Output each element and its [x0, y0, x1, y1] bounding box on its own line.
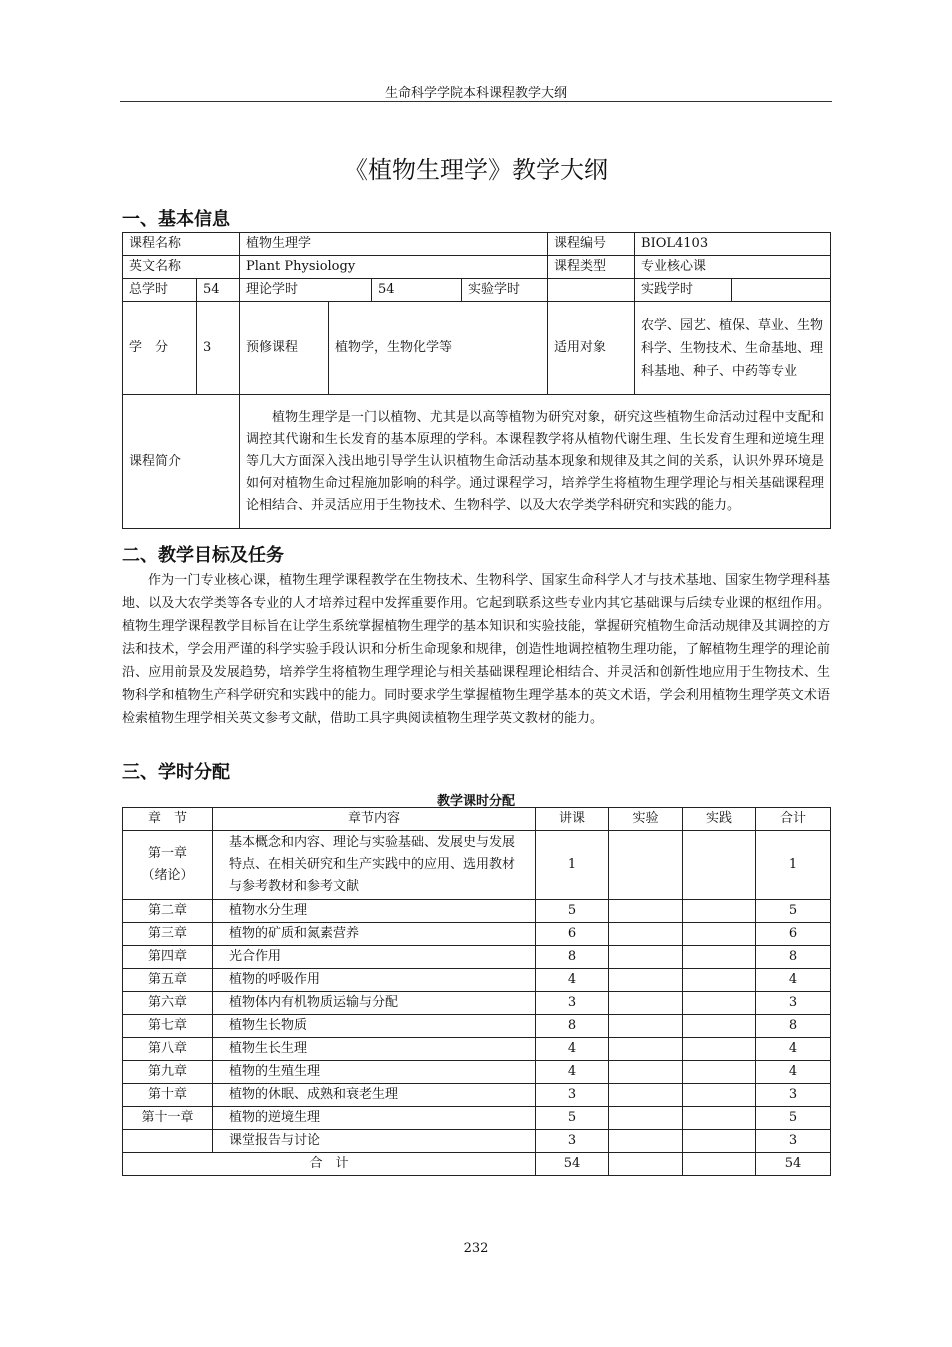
cell-lecture: 5	[536, 900, 609, 923]
english-name-value: Plant Physiology	[240, 256, 548, 279]
header-rule	[120, 101, 832, 102]
cell-content: 光合作用	[213, 946, 536, 969]
cell-chapter: 第四章	[123, 946, 213, 969]
cell-total: 3	[756, 1130, 831, 1153]
cell-content: 植物的呼吸作用	[213, 969, 536, 992]
cell-practice	[683, 1130, 756, 1153]
total-hours-label: 总学时	[123, 279, 197, 302]
cell-chapter: 第一章 （绪论）	[123, 831, 213, 900]
cell-lecture: 5	[536, 1107, 609, 1130]
cell-lab	[609, 923, 683, 946]
total-cell-lab	[609, 1153, 683, 1176]
target-label: 适用对象	[548, 302, 635, 395]
lab-hours-label: 实验学时	[462, 279, 548, 302]
total-hours-value: 54	[197, 279, 240, 302]
cell-lecture: 6	[536, 923, 609, 946]
english-name-label: 英文名称	[123, 256, 240, 279]
cell-practice	[683, 923, 756, 946]
basic-info-table	[122, 232, 831, 529]
cell-total: 6	[756, 923, 831, 946]
total-cell-practice	[683, 1153, 756, 1176]
table-row	[123, 1015, 831, 1038]
cell-content: 植物的生殖生理	[213, 1061, 536, 1084]
cell-total: 4	[756, 1038, 831, 1061]
prereq-label: 预修课程	[240, 302, 329, 395]
cell-total: 3	[756, 992, 831, 1015]
table-row	[123, 1107, 831, 1130]
cell-total: 8	[756, 946, 831, 969]
cell-chapter: 第六章	[123, 992, 213, 1015]
cell-chapter: 第八章	[123, 1038, 213, 1061]
course-name-value: 植物生理学	[240, 233, 548, 256]
cell-total: 4	[756, 1061, 831, 1084]
cell-lab	[609, 1130, 683, 1153]
cell-lab	[609, 1015, 683, 1038]
cell-content: 植物水分生理	[213, 900, 536, 923]
intro-value: 植物生理学是一门以植物、尤其是以高等植物为研究对象，研究这些植物生命活动过程中支配和调控其代谢和生长发育的基本原理的学科。本课程教学将从植物代谢生理、生长发育生理和逆境生理等几大方面深入浅出地引导学生认识植物生命活动基本现象和规律及其之间的关系，认识外界环境是如何对植物生命过程施加影响的科学。通过课程学习，培养学生将植物生理学理论与相关基础课程理论相结合、并灵活应用于生物技术、生物科学、以及大农学类学科研究和实践的能力。	[240, 395, 831, 529]
cell-total: 3	[756, 1084, 831, 1107]
cell-total: 4	[756, 969, 831, 992]
cell-lecture: 4	[536, 1061, 609, 1084]
course-type-label: 课程类型	[548, 256, 635, 279]
cell-practice	[683, 1084, 756, 1107]
total-cell-lecture: 54	[536, 1153, 609, 1176]
theory-hours-label: 理论学时	[240, 279, 372, 302]
cell-total: 5	[756, 1107, 831, 1130]
column-header: 章节内容	[213, 808, 536, 831]
cell-lab	[609, 1107, 683, 1130]
total-label: 合 计	[123, 1153, 536, 1176]
total-cell-total: 54	[756, 1153, 831, 1176]
practice-hours-label: 实践学时	[635, 279, 732, 302]
cell-lab	[609, 900, 683, 923]
theory-hours-value: 54	[372, 279, 462, 302]
cell-practice	[683, 969, 756, 992]
cell-chapter: 第十一章	[123, 1107, 213, 1130]
cell-practice	[683, 1061, 756, 1084]
cell-practice	[683, 946, 756, 969]
cell-content: 植物的矿质和氮素营养	[213, 923, 536, 946]
cell-practice	[683, 831, 756, 900]
column-header: 合计	[756, 808, 831, 831]
cell-lecture: 3	[536, 1084, 609, 1107]
cell-lab	[609, 831, 683, 900]
cell-content: 植物体内有机物质运输与分配	[213, 992, 536, 1015]
table-row	[123, 1061, 831, 1084]
cell-practice	[683, 992, 756, 1015]
cell-lab	[609, 969, 683, 992]
cell-chapter: 第九章	[123, 1061, 213, 1084]
table-row	[123, 1038, 831, 1061]
table-row	[123, 946, 831, 969]
prereq-value: 植物学，生物化学等	[329, 302, 548, 395]
practice-hours-value	[732, 279, 831, 302]
lab-hours-value	[548, 279, 635, 302]
table-header-row	[123, 808, 831, 831]
table-row	[123, 992, 831, 1015]
table-row	[123, 900, 831, 923]
cell-lecture: 1	[536, 831, 609, 900]
table-caption: 教学课时分配	[436, 794, 515, 809]
section-heading-hours: 三、学时分配	[122, 762, 230, 783]
cell-lecture: 3	[536, 992, 609, 1015]
credits-value: 3	[197, 302, 240, 395]
table-total-row	[123, 1153, 831, 1176]
cell-practice	[683, 1015, 756, 1038]
course-name-label: 课程名称	[123, 233, 240, 256]
cell-content: 基本概念和内容、理论与实验基础、发展史与发展特点、在相关研究和生产实践中的应用、选用教材与参考教材和参考文献	[213, 831, 536, 900]
cell-content: 植物生长生理	[213, 1038, 536, 1061]
cell-chapter: 第七章	[123, 1015, 213, 1038]
cell-total: 8	[756, 1015, 831, 1038]
cell-lab	[609, 946, 683, 969]
column-header: 章 节	[123, 808, 213, 831]
running-header: 生命科学学院本科课程教学大纲	[384, 86, 567, 101]
intro-label: 课程简介	[123, 395, 240, 529]
cell-practice	[683, 900, 756, 923]
cell-chapter: 第十章	[123, 1084, 213, 1107]
cell-content: 植物的休眠、成熟和衰老生理	[213, 1084, 536, 1107]
table-row	[123, 923, 831, 946]
document-title: 《植物生理学》教学大纲	[344, 156, 608, 184]
cell-content: 植物生长物质	[213, 1015, 536, 1038]
cell-chapter: 第五章	[123, 969, 213, 992]
table-row	[123, 1130, 831, 1153]
cell-lab	[609, 992, 683, 1015]
column-header: 讲课	[536, 808, 609, 831]
credits-label: 学 分	[123, 302, 197, 395]
cell-chapter: 第二章	[123, 900, 213, 923]
cell-chapter: 第三章	[123, 923, 213, 946]
cell-lab	[609, 1061, 683, 1084]
goals-paragraph: 作为一门专业核心课，植物生理学课程教学在生物技术、生物科学、国家生命科学人才与技术基地、国家生物学理科基地、以及大农学类等各专业的人才培养过程中发挥重要作用。它起到联系这些专业内其它基础课与后续专业课的枢纽作用。植物生理学课程教学目标旨在让学生系统掌握植物生理学的基本知识和实验技能，掌握研究植物生命活动规律及其调控的方法和技术，学会用严谨的科学实验手段认识和分析生命现象和规律，创造性地调控植物生理功能，了解植物生理学的理论前沿、应用前景及发展趋势，培养学生将植物生理学理论与相关基础课程理论相结合、并灵活和创新性地应用于生物技术、生物科学和植物生产科学研究和实践中的能力。同时要求学生掌握植物生理学基本的英文术语，学会利用植物生理学英文术语检索植物生理学相关英文参考文献，借助工具字典阅读植物生理学英文教材的能力。	[122, 573, 830, 726]
table-row	[123, 831, 831, 900]
cell-lecture: 8	[536, 946, 609, 969]
cell-practice	[683, 1107, 756, 1130]
page-number: 232	[463, 1241, 489, 1256]
cell-lab	[609, 1038, 683, 1061]
cell-practice	[683, 1038, 756, 1061]
cell-lecture: 3	[536, 1130, 609, 1153]
table-row	[123, 969, 831, 992]
cell-lecture: 4	[536, 1038, 609, 1061]
target-value: 农学、园艺、植保、草业、生物科学、生物技术、生命基地、理科基地、种子、中药等专业	[635, 302, 831, 395]
cell-lab	[609, 1084, 683, 1107]
cell-content: 植物的逆境生理	[213, 1107, 536, 1130]
hours-table	[122, 807, 831, 1176]
cell-total: 5	[756, 900, 831, 923]
course-type-value: 专业核心课	[635, 256, 831, 279]
cell-chapter	[123, 1130, 213, 1153]
cell-lecture: 4	[536, 969, 609, 992]
section-heading-goals: 二、教学目标及任务	[122, 545, 284, 566]
column-header: 实验	[609, 808, 683, 831]
cell-content: 课堂报告与讨论	[213, 1130, 536, 1153]
column-header: 实践	[683, 808, 756, 831]
course-code-label: 课程编号	[548, 233, 635, 256]
section-heading-basic-info: 一、基本信息	[122, 209, 230, 230]
cell-lecture: 8	[536, 1015, 609, 1038]
course-code-value: BIOL4103	[635, 233, 831, 256]
cell-total: 1	[756, 831, 831, 900]
table-row	[123, 1084, 831, 1107]
